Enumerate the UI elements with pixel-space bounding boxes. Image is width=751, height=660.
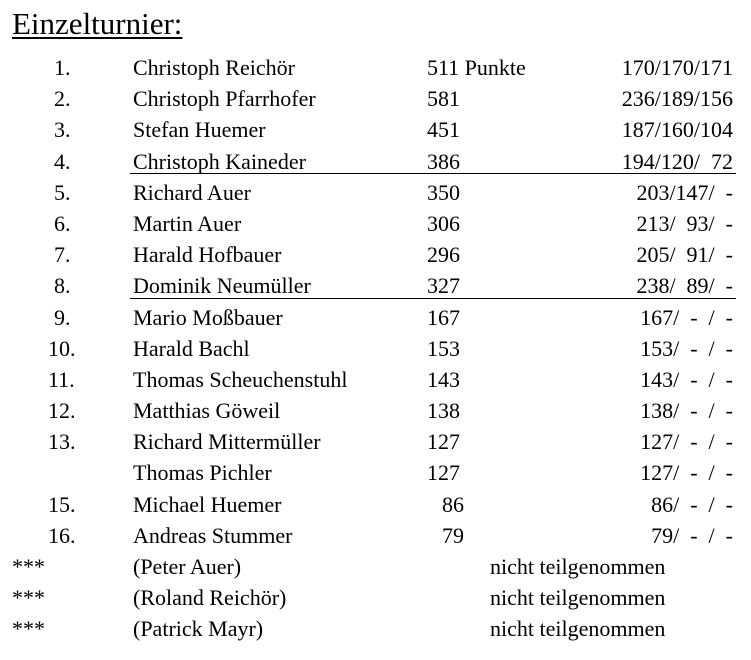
game-scores: 167/ - / - bbox=[640, 304, 733, 330]
points-cell: 127 bbox=[427, 429, 460, 455]
game-scores: 238/ 89/ - bbox=[636, 273, 733, 299]
points-cell: 153 bbox=[427, 335, 460, 361]
table-row bbox=[0, 239, 751, 270]
player-name: Mario Moßbauer bbox=[133, 304, 283, 330]
player-name: Martin Auer bbox=[133, 210, 242, 236]
rank-cell: 11. bbox=[48, 366, 75, 392]
points-cell: 581 bbox=[427, 86, 460, 112]
player-name: Michael Huemer bbox=[133, 491, 282, 517]
game-scores: 153/ - / - bbox=[640, 335, 733, 361]
points-cell: 296 bbox=[427, 242, 460, 268]
player-name: Richard Auer bbox=[133, 179, 251, 205]
absent-row bbox=[0, 551, 751, 582]
game-scores: 143/ - / - bbox=[640, 366, 733, 392]
rank-cell: 9. bbox=[54, 304, 71, 330]
game-scores: 236/189/156 bbox=[621, 86, 733, 112]
game-scores: 203/147/ - bbox=[636, 179, 733, 205]
rank-cell: 12. bbox=[48, 398, 76, 424]
results-table bbox=[0, 52, 751, 645]
player-name: Matthias Göweil bbox=[133, 398, 281, 424]
table-row bbox=[0, 395, 751, 426]
points-cell: 167 bbox=[427, 304, 460, 330]
player-name: Thomas Pichler bbox=[133, 460, 272, 486]
absent-row bbox=[0, 582, 751, 613]
player-name: Harald Bachl bbox=[133, 335, 250, 361]
table-row bbox=[0, 333, 751, 364]
player-name: Harald Hofbauer bbox=[133, 242, 282, 268]
player-name: Christoph Pfarrhofer bbox=[133, 86, 316, 112]
points-cell: 143 bbox=[427, 366, 460, 392]
player-name: Dominik Neumüller bbox=[133, 273, 311, 299]
table-row bbox=[0, 520, 751, 551]
points-cell: 86 bbox=[442, 491, 464, 517]
rank-cell: 3. bbox=[54, 117, 71, 143]
absent-row bbox=[0, 613, 751, 644]
absent-note: nicht teilgenommen bbox=[490, 616, 666, 642]
table-row bbox=[0, 208, 751, 239]
player-name: Andreas Stummer bbox=[133, 522, 293, 548]
absent-player-name: (Roland Reichör) bbox=[133, 585, 287, 611]
player-name: Thomas Scheuchenstuhl bbox=[133, 366, 348, 392]
table-row bbox=[0, 52, 751, 83]
rank-cell: 6. bbox=[54, 210, 71, 236]
rank-cell: 5. bbox=[54, 179, 71, 205]
rank-cell: 7. bbox=[54, 242, 71, 268]
absent-note: nicht teilgenommen bbox=[490, 585, 666, 611]
game-scores: 187/160/104 bbox=[621, 117, 733, 143]
game-scores: 205/ 91/ - bbox=[636, 242, 733, 268]
table-row bbox=[0, 114, 751, 145]
points-cell: 306 bbox=[427, 210, 460, 236]
table-row bbox=[0, 302, 751, 333]
rank-cell: 1. bbox=[54, 55, 71, 80]
points-cell: 386 bbox=[427, 148, 460, 174]
table-row bbox=[0, 364, 751, 395]
absent-mark: *** bbox=[12, 554, 45, 579]
absent-player-name: (Peter Auer) bbox=[133, 554, 242, 579]
points-cell: 451 bbox=[427, 117, 460, 143]
rank-cell: 10. bbox=[48, 335, 76, 361]
points-cell: 327 bbox=[427, 273, 460, 299]
page-title: Einzelturnier: bbox=[12, 6, 183, 41]
player-name: Richard Mittermüller bbox=[133, 429, 321, 455]
rank-cell: 13. bbox=[48, 429, 76, 455]
game-scores: 86/ - / - bbox=[651, 491, 733, 517]
game-scores: 194/120/ 72 bbox=[621, 148, 733, 174]
table-row bbox=[0, 457, 751, 488]
rank-cell: 4. bbox=[54, 148, 71, 174]
absent-mark: *** bbox=[12, 616, 45, 642]
game-scores: 213/ 93/ - bbox=[636, 210, 733, 236]
points-cell: 350 bbox=[427, 179, 460, 205]
table-row bbox=[0, 177, 751, 208]
player-name: Christoph Kaineder bbox=[133, 148, 306, 174]
game-scores: 127/ - / - bbox=[640, 460, 733, 486]
game-scores: 138/ - / - bbox=[640, 398, 733, 424]
rank-cell: 15. bbox=[48, 491, 76, 517]
game-scores: 79/ - / - bbox=[651, 522, 733, 548]
rank-cell: 2. bbox=[54, 86, 71, 112]
table-row bbox=[0, 146, 751, 177]
absent-note: nicht teilgenommen bbox=[490, 554, 666, 579]
absent-player-name: (Patrick Mayr) bbox=[133, 616, 264, 642]
table-row bbox=[0, 270, 751, 301]
table-row bbox=[0, 83, 751, 114]
table-row bbox=[0, 489, 751, 520]
player-name: Christoph Reichör bbox=[133, 55, 295, 80]
game-scores: 127/ - / - bbox=[640, 429, 733, 455]
game-scores: 170/170/171 bbox=[621, 55, 733, 80]
rank-cell: 16. bbox=[48, 522, 76, 548]
player-name: Stefan Huemer bbox=[133, 117, 266, 143]
points-cell: 511 Punkte bbox=[427, 55, 526, 80]
rank-cell: 8. bbox=[54, 273, 71, 299]
table-row bbox=[0, 426, 751, 457]
absent-mark: *** bbox=[12, 585, 45, 611]
points-cell: 127 bbox=[427, 460, 460, 486]
points-cell: 138 bbox=[427, 398, 460, 424]
points-cell: 79 bbox=[442, 522, 464, 548]
